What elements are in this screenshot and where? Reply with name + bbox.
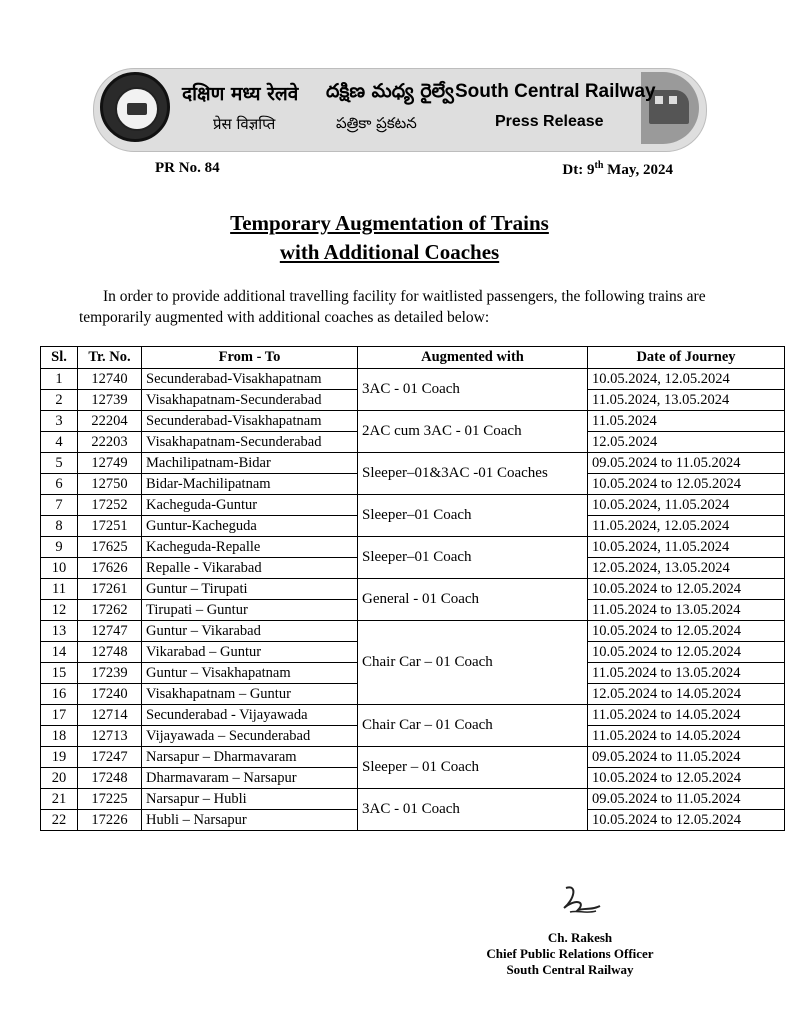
date-of-journey-cell: 10.05.2024, 11.05.2024	[588, 495, 785, 516]
train-number-cell: 17247	[78, 747, 142, 768]
augmented-with-cell: Sleeper–01 Coach	[358, 495, 588, 537]
telugu-railway-name: దక్షిణ మధ్య రైల్వే	[326, 80, 454, 102]
col-header-from-to: From - To	[142, 347, 358, 369]
train-number-cell: 12739	[78, 390, 142, 411]
table-row	[41, 747, 785, 768]
serial-cell: 15	[41, 663, 78, 684]
route-cell: Repalle - Vikarabad	[142, 558, 358, 579]
augmented-with-cell: General - 01 Coach	[358, 579, 588, 621]
train-number-cell: 12748	[78, 642, 142, 663]
english-press-release: Press Release	[495, 113, 604, 130]
route-cell: Guntur – Vikarabad	[142, 621, 358, 642]
date-of-journey-cell: 10.05.2024 to 12.05.2024	[588, 768, 785, 789]
train-number-cell: 17251	[78, 516, 142, 537]
train-number-cell: 17226	[78, 810, 142, 831]
date-of-journey-cell: 11.05.2024 to 14.05.2024	[588, 726, 785, 747]
train-number-cell: 17625	[78, 537, 142, 558]
train-number-cell: 12747	[78, 621, 142, 642]
augmented-with-cell: Sleeper–01 Coach	[358, 537, 588, 579]
route-cell: Visakhapatnam-Secunderabad	[142, 432, 358, 453]
serial-cell: 11	[41, 579, 78, 600]
date-of-journey-cell: 10.05.2024 to 12.05.2024	[588, 810, 785, 831]
telugu-press-release: పత్రికా ప్రకటన	[336, 114, 417, 132]
serial-cell: 5	[41, 453, 78, 474]
augmented-with-cell: Sleeper–01&3AC -01 Coaches	[358, 453, 588, 495]
route-cell: Guntur-Kacheguda	[142, 516, 358, 537]
officer-name: Ch. Rakesh	[547, 930, 613, 945]
serial-cell: 16	[41, 684, 78, 705]
serial-cell: 2	[41, 390, 78, 411]
date-of-journey-cell: 10.05.2024 to 12.05.2024	[588, 474, 785, 495]
route-cell: Hubli – Narsapur	[142, 810, 358, 831]
serial-cell: 12	[41, 600, 78, 621]
train-number-cell: 12740	[78, 369, 142, 390]
serial-cell: 22	[41, 810, 78, 831]
serial-cell: 8	[41, 516, 78, 537]
serial-cell: 19	[41, 747, 78, 768]
serial-cell: 4	[41, 432, 78, 453]
train-window	[655, 96, 663, 104]
train-number-cell: 12749	[78, 453, 142, 474]
serial-cell: 3	[41, 411, 78, 432]
date-of-journey-cell: 09.05.2024 to 11.05.2024	[588, 789, 785, 810]
augmented-with-cell: Chair Car – 01 Coach	[358, 705, 588, 747]
intro-text: In order to provide additional travelling facility for waitlisted passengers, the following trains are temporarily augmented with additional coaches as detailed below:	[79, 288, 706, 326]
page-title-line1: Temporary Augmentation of Trains	[230, 211, 549, 235]
serial-cell: 1	[41, 369, 78, 390]
indian-railways-logo	[100, 72, 170, 142]
route-cell: Bidar-Machilipatnam	[142, 474, 358, 495]
officer-organization: South Central Railway	[506, 962, 634, 977]
table-row	[41, 579, 785, 600]
route-cell: Visakhapatnam – Guntur	[142, 684, 358, 705]
train-number-cell: 17262	[78, 600, 142, 621]
augmentation-table	[40, 346, 785, 831]
serial-cell: 18	[41, 726, 78, 747]
date-of-journey-cell: 12.05.2024, 13.05.2024	[588, 558, 785, 579]
date-of-journey-cell: 11.05.2024 to 13.05.2024	[588, 663, 785, 684]
col-header-date: Date of Journey	[588, 347, 785, 369]
augmented-with-cell: Chair Car – 01 Coach	[358, 621, 588, 705]
logo-emblem	[115, 87, 159, 131]
date-of-journey-cell: 10.05.2024 to 12.05.2024	[588, 642, 785, 663]
train-number-cell: 12713	[78, 726, 142, 747]
page-title-line2: with Additional Coaches	[279, 240, 500, 264]
route-cell: Vikarabad – Guntur	[142, 642, 358, 663]
serial-cell: 14	[41, 642, 78, 663]
date-ordinal: th	[594, 160, 604, 171]
serial-cell: 17	[41, 705, 78, 726]
serial-cell: 13	[41, 621, 78, 642]
table-row	[41, 705, 785, 726]
train-number-cell: 17239	[78, 663, 142, 684]
route-cell: Narsapur – Dharmavaram	[142, 747, 358, 768]
table-row	[41, 369, 785, 390]
train-number-cell: 17261	[78, 579, 142, 600]
table-row	[41, 789, 785, 810]
train-number-cell: 12714	[78, 705, 142, 726]
train-number-cell: 17626	[78, 558, 142, 579]
serial-cell: 21	[41, 789, 78, 810]
table-body	[41, 369, 785, 831]
date-of-journey-cell: 10.05.2024, 11.05.2024	[588, 537, 785, 558]
route-cell: Kacheguda-Repalle	[142, 537, 358, 558]
date-of-journey-cell: 11.05.2024	[588, 411, 785, 432]
serial-cell: 20	[41, 768, 78, 789]
hindi-railway-name: दक्षिण मध्य रेलवे	[182, 83, 299, 105]
table-header-row	[41, 347, 785, 369]
col-header-train-no: Tr. No.	[78, 347, 142, 369]
pr-number: PR No. 84	[155, 160, 220, 176]
serial-cell: 7	[41, 495, 78, 516]
augmented-with-cell: Sleeper – 01 Coach	[358, 747, 588, 789]
release-date	[562, 160, 673, 179]
route-cell: Dharmavaram – Narsapur	[142, 768, 358, 789]
date-prefix: Dt: 9	[562, 162, 595, 178]
date-of-journey-cell: 11.05.2024, 13.05.2024	[588, 390, 785, 411]
date-suffix: May, 2024	[603, 162, 673, 178]
route-cell: Guntur – Tirupati	[142, 579, 358, 600]
col-header-augmented: Augmented with	[358, 347, 588, 369]
route-cell: Visakhapatnam-Secunderabad	[142, 390, 358, 411]
table-row	[41, 453, 785, 474]
train-number-cell: 22204	[78, 411, 142, 432]
date-of-journey-cell: 10.05.2024 to 12.05.2024	[588, 621, 785, 642]
train-number-cell: 17240	[78, 684, 142, 705]
date-of-journey-cell: 09.05.2024 to 11.05.2024	[588, 747, 785, 768]
date-of-journey-cell: 10.05.2024, 12.05.2024	[588, 369, 785, 390]
route-cell: Guntur – Visakhapatnam	[142, 663, 358, 684]
route-cell: Kacheguda-Guntur	[142, 495, 358, 516]
train-number-cell: 12750	[78, 474, 142, 495]
col-header-sl: Sl.	[41, 347, 78, 369]
date-of-journey-cell: 12.05.2024 to 14.05.2024	[588, 684, 785, 705]
date-of-journey-cell: 11.05.2024 to 13.05.2024	[588, 600, 785, 621]
officer-designation: Chief Public Relations Officer	[486, 946, 654, 961]
train-number-cell: 17252	[78, 495, 142, 516]
date-of-journey-cell: 12.05.2024	[588, 432, 785, 453]
intro-paragraph	[79, 286, 729, 328]
signature-mark	[556, 880, 606, 920]
augmented-with-cell: 3AC - 01 Coach	[358, 369, 588, 411]
route-cell: Narsapur – Hubli	[142, 789, 358, 810]
date-of-journey-cell: 11.05.2024, 12.05.2024	[588, 516, 785, 537]
serial-cell: 10	[41, 558, 78, 579]
route-cell: Tirupati – Guntur	[142, 600, 358, 621]
serial-cell: 9	[41, 537, 78, 558]
logo-engine-icon	[127, 103, 147, 115]
route-cell: Vijayawada – Secunderabad	[142, 726, 358, 747]
table-row	[41, 537, 785, 558]
route-cell: Secunderabad-Visakhapatnam	[142, 369, 358, 390]
date-of-journey-cell: 11.05.2024 to 14.05.2024	[588, 705, 785, 726]
table-row	[41, 621, 785, 642]
route-cell: Secunderabad - Vijayawada	[142, 705, 358, 726]
date-of-journey-cell: 10.05.2024 to 12.05.2024	[588, 579, 785, 600]
route-cell: Machilipatnam-Bidar	[142, 453, 358, 474]
table-row	[41, 411, 785, 432]
train-number-cell: 22203	[78, 432, 142, 453]
augmented-with-cell: 3AC - 01 Coach	[358, 789, 588, 831]
train-number-cell: 17248	[78, 768, 142, 789]
train-window	[669, 96, 677, 104]
route-cell: Secunderabad-Visakhapatnam	[142, 411, 358, 432]
hindi-press-release: प्रेस विज्ञप्ति	[213, 115, 276, 133]
augmented-with-cell: 2AC cum 3AC - 01 Coach	[358, 411, 588, 453]
table-row	[41, 495, 785, 516]
train-number-cell: 17225	[78, 789, 142, 810]
english-railway-name: South Central Railway	[455, 81, 656, 102]
date-of-journey-cell: 09.05.2024 to 11.05.2024	[588, 453, 785, 474]
serial-cell: 6	[41, 474, 78, 495]
